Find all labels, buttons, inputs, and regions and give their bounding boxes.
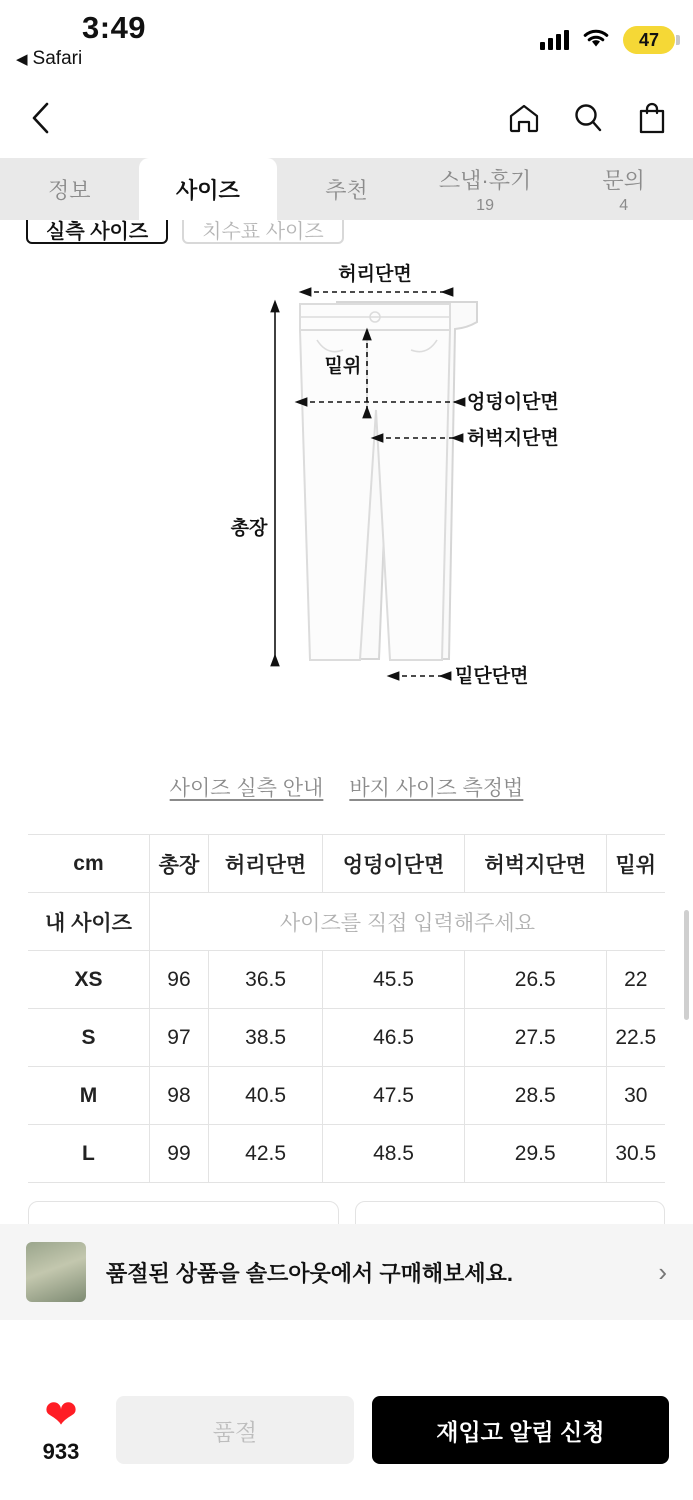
my-size-input[interactable]: 사이즈를 직접 입력해주세요 xyxy=(149,893,665,951)
back-button[interactable] xyxy=(24,101,58,135)
status-bar xyxy=(0,0,693,78)
header-rise: 밑위 xyxy=(606,835,665,893)
row-size-l: L xyxy=(28,1125,149,1183)
restock-alert-button[interactable]: 재입고 알림 신청 xyxy=(372,1396,669,1464)
home-icon[interactable] xyxy=(507,101,541,135)
wifi-icon xyxy=(581,27,611,54)
status-time: 3:49 xyxy=(82,10,147,45)
tab-snap-review[interactable] xyxy=(416,158,555,220)
cell-rise: 22.5 xyxy=(606,1009,665,1067)
nav-icon-group xyxy=(507,101,669,135)
like-button[interactable] xyxy=(24,1395,98,1465)
label-thigh: 허벅지단면 xyxy=(466,428,559,449)
cell-thigh: 29.5 xyxy=(464,1125,606,1183)
cell-hip: 46.5 xyxy=(323,1009,465,1067)
cell-total-length: 96 xyxy=(149,951,208,1009)
table-row xyxy=(28,1009,665,1067)
tab-inquiry[interactable] xyxy=(554,158,693,220)
return-to-safari-button[interactable] xyxy=(16,48,82,70)
header-waist: 허리단면 xyxy=(209,835,323,893)
cell-thigh: 26.5 xyxy=(464,951,606,1009)
app-navigation-bar xyxy=(0,78,693,158)
product-thumbnail xyxy=(26,1242,86,1302)
row-size-xs: XS xyxy=(28,951,149,1009)
table-header-row xyxy=(28,835,665,893)
tab-label: 문의 xyxy=(602,167,645,193)
tab-recommend[interactable] xyxy=(277,158,416,220)
heart-filled-icon: ❤ xyxy=(44,1393,78,1437)
cell-thigh: 27.5 xyxy=(464,1009,606,1067)
pants-measurement-diagram xyxy=(0,262,693,762)
section-tabs xyxy=(0,158,693,220)
triangle-left-icon: ◀ xyxy=(16,50,28,68)
tab-count: 19 xyxy=(476,196,494,214)
table-row-my-size[interactable] xyxy=(28,893,665,951)
status-indicators xyxy=(540,26,675,54)
battery-icon: 47 xyxy=(623,26,675,54)
safari-label: Safari xyxy=(32,48,83,69)
link-pants-measure-guide[interactable]: 바지 사이즈 측정법 xyxy=(349,777,524,800)
chip-measured-size[interactable]: 실측 사이즈 xyxy=(26,220,168,244)
cell-waist: 40.5 xyxy=(209,1067,323,1125)
tab-info[interactable] xyxy=(0,158,139,220)
table-row xyxy=(28,951,665,1009)
chevron-right-icon: › xyxy=(658,1256,667,1287)
label-waist: 허리단면 xyxy=(337,264,412,285)
soldout-promo-banner[interactable] xyxy=(0,1224,693,1320)
cell-rise: 22 xyxy=(606,951,665,1009)
table-row xyxy=(28,1067,665,1125)
size-section xyxy=(0,220,693,1320)
cell-hip: 48.5 xyxy=(323,1125,465,1183)
cell-total-length: 97 xyxy=(149,1009,208,1067)
cellular-bars-icon xyxy=(540,30,569,50)
header-thigh: 허벅지단면 xyxy=(464,835,606,893)
soldout-banner-text: 품절된 상품을 솔드아웃에서 구매해보세요. xyxy=(106,1260,513,1286)
header-unit: cm xyxy=(28,835,149,893)
cell-waist: 36.5 xyxy=(209,951,323,1009)
like-count: 933 xyxy=(42,1439,80,1464)
cell-rise: 30.5 xyxy=(606,1125,665,1183)
cell-total-length: 98 xyxy=(149,1067,208,1125)
cell-hip: 45.5 xyxy=(323,951,465,1009)
label-hip: 엉덩이단면 xyxy=(466,392,559,413)
cell-thigh: 28.5 xyxy=(464,1067,606,1125)
header-hip: 엉덩이단면 xyxy=(323,835,465,893)
row-size-s: S xyxy=(28,1009,149,1067)
size-type-chips xyxy=(0,220,693,244)
tab-label: 스냅·후기 xyxy=(438,167,532,193)
tab-count: 4 xyxy=(619,196,629,214)
cell-rise: 30 xyxy=(606,1067,665,1125)
tab-label: 정보 xyxy=(48,177,91,203)
header-total-length: 총장 xyxy=(149,835,208,893)
search-icon[interactable] xyxy=(571,101,605,135)
size-table xyxy=(28,834,665,1183)
table-row xyxy=(28,1125,665,1183)
link-size-guide[interactable]: 사이즈 실측 안내 xyxy=(169,777,324,800)
size-guide-links xyxy=(0,772,693,802)
soldout-button: 품절 xyxy=(116,1396,354,1464)
bottom-action-bar xyxy=(0,1360,693,1500)
cell-waist: 42.5 xyxy=(209,1125,323,1183)
shopping-bag-icon[interactable] xyxy=(635,101,669,135)
label-total-length: 총장 xyxy=(230,518,267,539)
tab-label: 추천 xyxy=(325,177,368,203)
scrollbar[interactable] xyxy=(684,910,689,1020)
chip-spec-size[interactable]: 치수표 사이즈 xyxy=(182,220,343,244)
label-hem: 밑단단면 xyxy=(454,666,528,687)
row-size-m: M xyxy=(28,1067,149,1125)
tab-label: 사이즈 xyxy=(176,177,240,203)
label-rise: 밑위 xyxy=(324,356,361,377)
cell-total-length: 99 xyxy=(149,1125,208,1183)
my-size-label: 내 사이즈 xyxy=(28,893,149,951)
cell-waist: 38.5 xyxy=(209,1009,323,1067)
tab-size[interactable] xyxy=(139,158,278,220)
cell-hip: 47.5 xyxy=(323,1067,465,1125)
